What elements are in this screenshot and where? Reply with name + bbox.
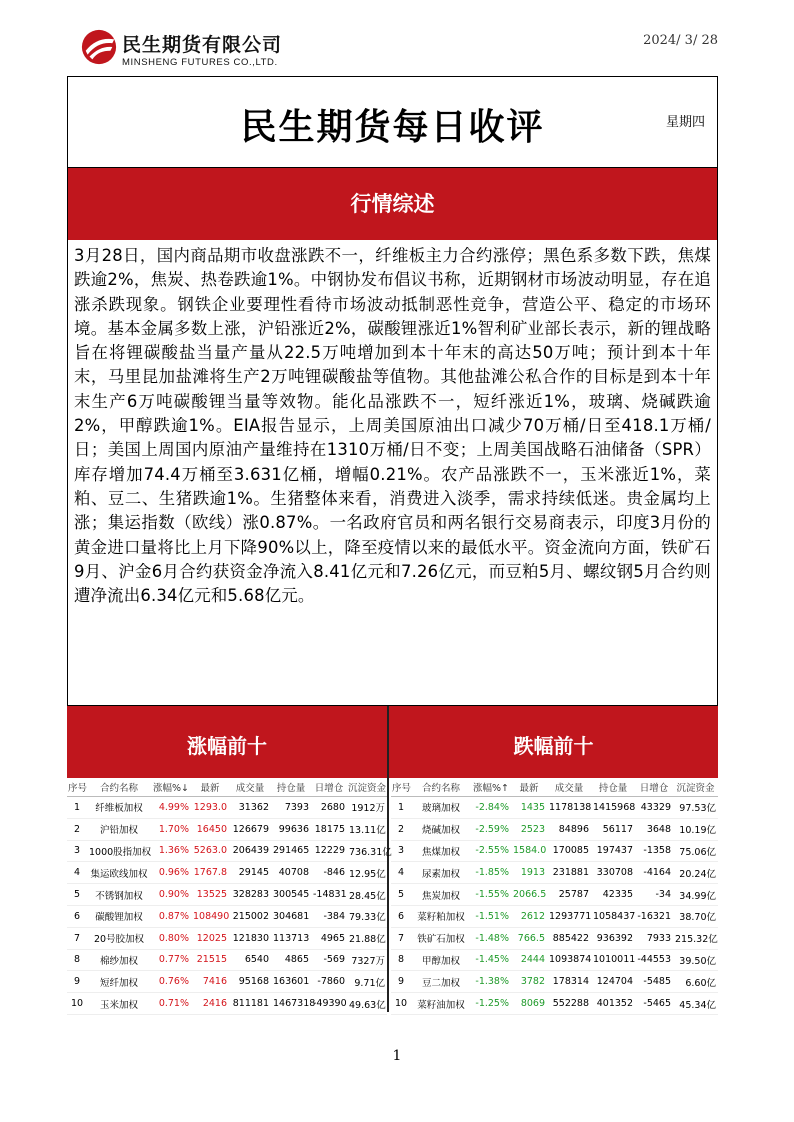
oi-change-cell: -16321	[635, 905, 673, 927]
rank-cell: 1	[67, 797, 87, 819]
volume-cell: 1093874	[547, 949, 591, 971]
table-row	[391, 797, 718, 819]
change-cell: 0.87%	[151, 905, 191, 927]
weekday: 星期四	[665, 115, 705, 130]
name-cell: 豆二加权	[411, 971, 471, 993]
rank-cell: 4	[391, 862, 411, 884]
volume-cell: 6540	[229, 949, 271, 971]
company-logo	[80, 28, 320, 74]
change-cell: -1.55%	[471, 884, 511, 906]
oi-change-cell: -846	[311, 862, 347, 884]
last-cell: 7416	[191, 971, 229, 993]
capital-cell: 10.19亿	[673, 818, 718, 840]
volume-cell: 29145	[229, 862, 271, 884]
oi-cell: 4865	[271, 949, 311, 971]
gainers-body	[67, 797, 392, 1015]
name-cell: 纤维板加权	[87, 797, 151, 819]
capital-cell: 215.32亿	[673, 927, 718, 949]
name-cell: 短纤加权	[87, 971, 151, 993]
rank-cell: 3	[391, 840, 411, 862]
losers-table	[391, 778, 718, 1015]
oi-change-cell: -14831	[311, 884, 347, 906]
rank-cell: 3	[67, 840, 87, 862]
last-cell: 21515	[191, 949, 229, 971]
oi-cell: 163601	[271, 971, 311, 993]
volume-cell: 84896	[547, 818, 591, 840]
column-header: 成交量	[547, 778, 591, 797]
name-cell: 20号胶加权	[87, 927, 151, 949]
capital-cell: 49.63亿	[347, 993, 387, 1015]
capital-cell: 97.53亿	[673, 797, 718, 819]
column-header: 序号	[67, 778, 87, 797]
change-cell: 0.90%	[151, 884, 191, 906]
capital-cell: 7327万	[347, 949, 387, 971]
name-cell: 玉米加权	[87, 993, 151, 1015]
minsheng-logo-icon	[80, 28, 118, 66]
volume-cell: 885422	[547, 927, 591, 949]
rank-cell: 2	[67, 818, 87, 840]
overview-heading: 行情综述	[67, 168, 718, 240]
oi-cell: 124704	[591, 971, 635, 993]
column-header: 涨幅%↑	[471, 778, 511, 797]
oi-change-cell: 12229	[311, 840, 347, 862]
oi-cell: 1010011	[591, 949, 635, 971]
table-row	[67, 884, 387, 906]
losers-body	[391, 797, 718, 1015]
company-name-cn: 民生期货有限公司	[122, 34, 283, 56]
overview-text: 3月28日，国内商品期市收盘涨跌不一，纤维板主力合约涨停；黑色系多数下跌，焦煤跌逾2%，焦炭、热卷跌逾1%。中钢协发布倡议书称，近期钢材市场波动明显，存在追涨杀跌现象。钢铁企业要理性看待市场波动抵制恶性竞争，营造公平、稳定的市场环境。基本金属多数上涨，沪铅涨近2%，碳酸锂涨近1%智利矿业部长表示，新的锂战略旨在将锂碳酸盐当量产量从22.5万吨增加到本十年末的高达50万吨；预计到本十年末，马里昆加盐滩将生产2万吨锂碳酸盐等值物。其他盐滩公私合作的目标是到本十年末生产6万吨碳酸锂当量等效物。能化品涨跌不一，短纤涨近1%，玻璃、烧碱跌逾2%，甲醇跌逾1%。EIA报告显示，上周美国原油出口减少70万桶/日至418.1万桶/日；美国上周国内原油产量维持在1310万桶/日不变；上周美国战略石油储备（SPR）库存增加74.4万桶至3.631亿桶，增幅0.21%。农产品涨跌不一，玉米涨近1%，菜粕、豆二、生猪跌逾1%。生猪整体来看，消费进入淡季，需求持续低迷。贵金属均上涨；集运指数（欧线）涨0.87%。一名政府官员和两名银行交易商表示，印度3月份的黄金进口量将比上月下降90%以上，降至疫情以来的最低水平。资金流向方面，铁矿石9月、沪金6月合约获资金净流入8.41亿元和7.26亿元，而豆粕5月、螺纹钢5月合约则遭净流出6.34亿元和5.68亿元。	[67, 240, 718, 706]
column-header: 沉淀资金	[673, 778, 718, 797]
oi-cell: 42335	[591, 884, 635, 906]
last-cell: 8069	[511, 993, 547, 1015]
capital-cell: 39.50亿	[673, 949, 718, 971]
oi-cell: 291465	[271, 840, 311, 862]
company-name-en: MINSHENG FUTURES CO.,LTD.	[122, 57, 278, 68]
column-header: 最新	[191, 778, 229, 797]
change-cell: 1.70%	[151, 818, 191, 840]
capital-cell: 736.31亿	[347, 840, 387, 862]
column-header: 序号	[391, 778, 411, 797]
table-row	[391, 905, 718, 927]
last-cell: 2444	[511, 949, 547, 971]
volume-cell: 25787	[547, 884, 591, 906]
name-cell: 菜籽粕加权	[411, 905, 471, 927]
table-row	[67, 993, 387, 1015]
name-cell: 烧碱加权	[411, 818, 471, 840]
rank-cell: 7	[67, 927, 87, 949]
capital-cell: 12.95亿	[347, 862, 387, 884]
volume-cell: 231881	[547, 862, 591, 884]
name-cell: 玻璃加权	[411, 797, 471, 819]
losers-header-row	[391, 778, 718, 797]
name-cell: 沪铅加权	[87, 818, 151, 840]
column-header: 最新	[511, 778, 547, 797]
last-cell: 2523	[511, 818, 547, 840]
table-row	[391, 862, 718, 884]
rank-cell: 8	[67, 949, 87, 971]
oi-cell: 99636	[271, 818, 311, 840]
last-cell: 2612	[511, 905, 547, 927]
losers-heading: 跌幅前十	[389, 706, 718, 778]
last-cell: 16450	[191, 818, 229, 840]
rank-cell: 8	[391, 949, 411, 971]
last-cell: 1913	[511, 862, 547, 884]
column-header: 持仓量	[591, 778, 635, 797]
column-header: 成交量	[229, 778, 271, 797]
oi-change-cell: 18175	[311, 818, 347, 840]
name-cell: 集运欧线加权	[87, 862, 151, 884]
capital-cell: 20.24亿	[673, 862, 718, 884]
capital-cell: 9.71亿	[347, 971, 387, 993]
table-row	[67, 840, 387, 862]
column-header: 合约名称	[411, 778, 471, 797]
change-cell: 0.96%	[151, 862, 191, 884]
change-cell: 0.71%	[151, 993, 191, 1015]
name-cell: 尿素加权	[411, 862, 471, 884]
capital-cell: 1912万	[347, 797, 387, 819]
gainers-heading: 涨幅前十	[67, 706, 387, 778]
oi-change-cell: -44553	[635, 949, 673, 971]
rank-cell: 9	[67, 971, 87, 993]
capital-cell: 13.11亿	[347, 818, 387, 840]
capital-cell: 75.06亿	[673, 840, 718, 862]
table-row	[391, 884, 718, 906]
change-cell: 0.76%	[151, 971, 191, 993]
change-cell: -2.59%	[471, 818, 511, 840]
column-header: 持仓量	[271, 778, 311, 797]
capital-cell: 6.60亿	[673, 971, 718, 993]
name-cell: 棉纱加权	[87, 949, 151, 971]
volume-cell: 811181	[229, 993, 271, 1015]
volume-cell: 178314	[547, 971, 591, 993]
volume-cell: 1178138	[547, 797, 591, 819]
last-cell: 108490	[191, 905, 229, 927]
column-header: 合约名称	[87, 778, 151, 797]
gainers-table	[67, 778, 392, 1015]
oi-change-cell: 2680	[311, 797, 347, 819]
table-row	[67, 862, 387, 884]
rank-cell: 5	[67, 884, 87, 906]
table-row	[67, 905, 387, 927]
table-row	[67, 927, 387, 949]
oi-cell: 936392	[591, 927, 635, 949]
last-cell: 12025	[191, 927, 229, 949]
column-divider	[387, 706, 389, 1012]
rank-cell: 7	[391, 927, 411, 949]
oi-change-cell: -384	[311, 905, 347, 927]
volume-cell: 1293771	[547, 905, 591, 927]
oi-change-cell: 43329	[635, 797, 673, 819]
rank-cell: 6	[67, 905, 87, 927]
oi-cell: 1415968	[591, 797, 635, 819]
oi-cell: 401352	[591, 993, 635, 1015]
column-header: 沉淀资金	[347, 778, 387, 797]
volume-cell: 126679	[229, 818, 271, 840]
last-cell: 2066.5	[511, 884, 547, 906]
column-header: 日增仓	[311, 778, 347, 797]
volume-cell: 206439	[229, 840, 271, 862]
oi-cell: 197437	[591, 840, 635, 862]
volume-cell: 552288	[547, 993, 591, 1015]
table-row	[391, 927, 718, 949]
last-cell: 1767.8	[191, 862, 229, 884]
oi-change-cell: -569	[311, 949, 347, 971]
last-cell: 1293.0	[191, 797, 229, 819]
oi-change-cell: -1358	[635, 840, 673, 862]
oi-cell: 7393	[271, 797, 311, 819]
rank-cell: 5	[391, 884, 411, 906]
name-cell: 1000股指加权	[87, 840, 151, 862]
rank-cell: 9	[391, 971, 411, 993]
name-cell: 不锈钢加权	[87, 884, 151, 906]
table-row	[67, 949, 387, 971]
oi-change-cell: 3648	[635, 818, 673, 840]
volume-cell: 328283	[229, 884, 271, 906]
capital-cell: 79.33亿	[347, 905, 387, 927]
table-row	[391, 840, 718, 862]
rank-cell: 4	[67, 862, 87, 884]
oi-change-cell: -4164	[635, 862, 673, 884]
table-row	[391, 971, 718, 993]
oi-cell: 113713	[271, 927, 311, 949]
volume-cell: 95168	[229, 971, 271, 993]
last-cell: 13525	[191, 884, 229, 906]
change-cell: -2.84%	[471, 797, 511, 819]
name-cell: 焦煤加权	[411, 840, 471, 862]
oi-cell: 56117	[591, 818, 635, 840]
table-row	[391, 993, 718, 1015]
name-cell: 铁矿石加权	[411, 927, 471, 949]
column-header: 日增仓	[635, 778, 673, 797]
change-cell: -1.25%	[471, 993, 511, 1015]
table-row	[391, 818, 718, 840]
change-cell: -1.48%	[471, 927, 511, 949]
oi-change-cell: 4965	[311, 927, 347, 949]
change-cell: 4.99%	[151, 797, 191, 819]
last-cell: 5263.0	[191, 840, 229, 862]
last-cell: 1584.0	[511, 840, 547, 862]
oi-cell: 1058437	[591, 905, 635, 927]
report-date: 2024/ 3/ 28	[643, 33, 718, 48]
page-title: 民生期货每日收评	[240, 106, 545, 148]
rank-cell: 10	[391, 993, 411, 1015]
page-number: 1	[392, 1048, 402, 1064]
column-header: 涨幅%↓	[151, 778, 191, 797]
change-cell: -1.38%	[471, 971, 511, 993]
change-cell: -1.85%	[471, 862, 511, 884]
volume-cell: 31362	[229, 797, 271, 819]
last-cell: 2416	[191, 993, 229, 1015]
capital-cell: 34.99亿	[673, 884, 718, 906]
oi-change-cell: -49390	[311, 993, 347, 1015]
change-cell: 1.36%	[151, 840, 191, 862]
oi-cell: 304681	[271, 905, 311, 927]
volume-cell: 215002	[229, 905, 271, 927]
oi-cell: 40708	[271, 862, 311, 884]
volume-cell: 121830	[229, 927, 271, 949]
name-cell: 菜籽油加权	[411, 993, 471, 1015]
oi-change-cell: -5465	[635, 993, 673, 1015]
title-box	[67, 76, 718, 168]
change-cell: 0.77%	[151, 949, 191, 971]
oi-change-cell: -34	[635, 884, 673, 906]
change-cell: -1.51%	[471, 905, 511, 927]
volume-cell: 170085	[547, 840, 591, 862]
table-row	[67, 971, 387, 993]
name-cell: 焦炭加权	[411, 884, 471, 906]
rank-cell: 6	[391, 905, 411, 927]
ranking-section	[67, 706, 718, 1012]
oi-change-cell: 7933	[635, 927, 673, 949]
table-row	[67, 797, 387, 819]
table-row	[67, 818, 387, 840]
oi-cell: 1467318	[271, 993, 311, 1015]
rank-cell: 1	[391, 797, 411, 819]
rank-cell: 10	[67, 993, 87, 1015]
gainers-header-row	[67, 778, 387, 797]
capital-cell: 28.45亿	[347, 884, 387, 906]
change-cell: 0.80%	[151, 927, 191, 949]
capital-cell: 45.34亿	[673, 993, 718, 1015]
name-cell: 碳酸锂加权	[87, 905, 151, 927]
name-cell: 甲醇加权	[411, 949, 471, 971]
oi-cell: 330708	[591, 862, 635, 884]
rank-cell: 2	[391, 818, 411, 840]
table-row	[391, 949, 718, 971]
last-cell: 3782	[511, 971, 547, 993]
oi-cell: 300545	[271, 884, 311, 906]
last-cell: 1435	[511, 797, 547, 819]
capital-cell: 21.88亿	[347, 927, 387, 949]
change-cell: -1.45%	[471, 949, 511, 971]
change-cell: -2.55%	[471, 840, 511, 862]
capital-cell: 38.70亿	[673, 905, 718, 927]
oi-change-cell: -7860	[311, 971, 347, 993]
oi-change-cell: -5485	[635, 971, 673, 993]
last-cell: 766.5	[511, 927, 547, 949]
